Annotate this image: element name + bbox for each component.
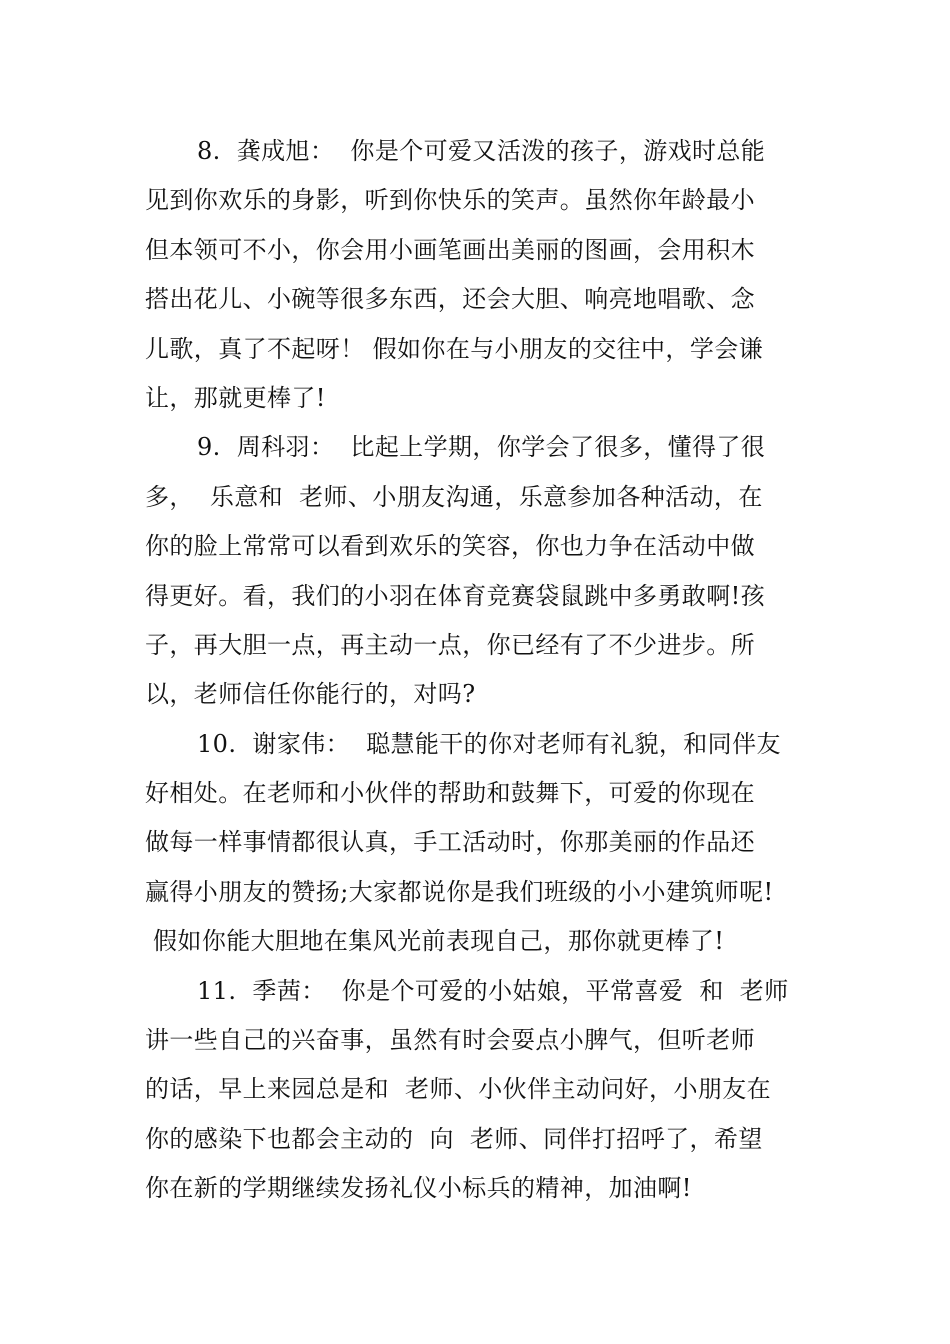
paragraph-line: 见到你欢乐的身影，听到你快乐的笑声。虽然你年龄最小 (145, 186, 755, 215)
paragraph-line: 做每一样事情都很认真，手工活动时，你那美丽的作品还 (145, 828, 755, 857)
paragraph-line: 多， 乐意和 老师、小朋友沟通，乐意参加各种活动，在 (145, 482, 763, 511)
paragraph-line: 讲一些自己的兴奋事，虽然有时会耍点小脾气，但听老师 (145, 1026, 755, 1055)
paragraph-line: 9. 周科羽： 比起上学期，你学会了很多，懂得了很 (197, 433, 766, 462)
document-body (145, 127, 810, 1214)
paragraph-line: 让，那就更棒了! (145, 383, 326, 412)
paragraph-line: 赢得小朋友的赞扬;大家都说你是我们班级的小小建筑师呢! (145, 877, 774, 906)
paragraph-line: 假如你能大胆地在集风光前表现自己，那你就更棒了! (145, 927, 725, 956)
paragraph-line: 好相处。在老师和小伙伴的帮助和鼓舞下，可爱的你现在 (145, 779, 755, 808)
paragraph-line: 你在新的学期继续发扬礼仪小标兵的精神，加油啊! (145, 1174, 692, 1203)
paragraph-line: 11. 季茜： 你是个可爱的小姑娘，平常喜爱 和 老师 (197, 976, 789, 1005)
paragraph-line: 你的脸上常常可以看到欢乐的笑容，你也力争在活动中做 (145, 532, 755, 561)
paragraph-line: 以，老师信任你能行的，对吗? (145, 680, 476, 709)
paragraph-line: 但本领可不小，你会用小画笔画出美丽的图画，会用积木 (145, 235, 755, 264)
paragraph-line: 你的感染下也都会主动的 向 老师、同伴打招呼了，希望 (145, 1124, 763, 1153)
paragraph-line: 搭出花儿、小碗等很多东西，还会大胆、响亮地唱歌、念 (145, 285, 755, 314)
comment-entry-9 (145, 423, 810, 719)
paragraph-line: 儿歌，真了不起呀！ 假如你在与小朋友的交往中，学会谦 (145, 334, 764, 363)
comment-entry-10 (145, 720, 810, 967)
paragraph-line: 10. 谢家伟： 聪慧能干的你对老师有礼貌，和同伴友 (197, 729, 781, 758)
paragraph-line: 得更好。看，我们的小羽在体育竞赛袋鼠跳中多勇敢啊!孩 (145, 581, 766, 610)
comment-entry-11 (145, 967, 810, 1214)
paragraph-line: 8. 龚成旭： 你是个可爱又活泼的孩子，游戏时总能 (197, 137, 766, 165)
paragraph-line: 的话，早上来园总是和 老师、小伙伴主动问好，小朋友在 (145, 1075, 772, 1104)
paragraph-line: 子，再大胆一点，再主动一点，你已经有了不少进步。所 (145, 630, 755, 659)
comment-entry-8 (145, 127, 810, 423)
